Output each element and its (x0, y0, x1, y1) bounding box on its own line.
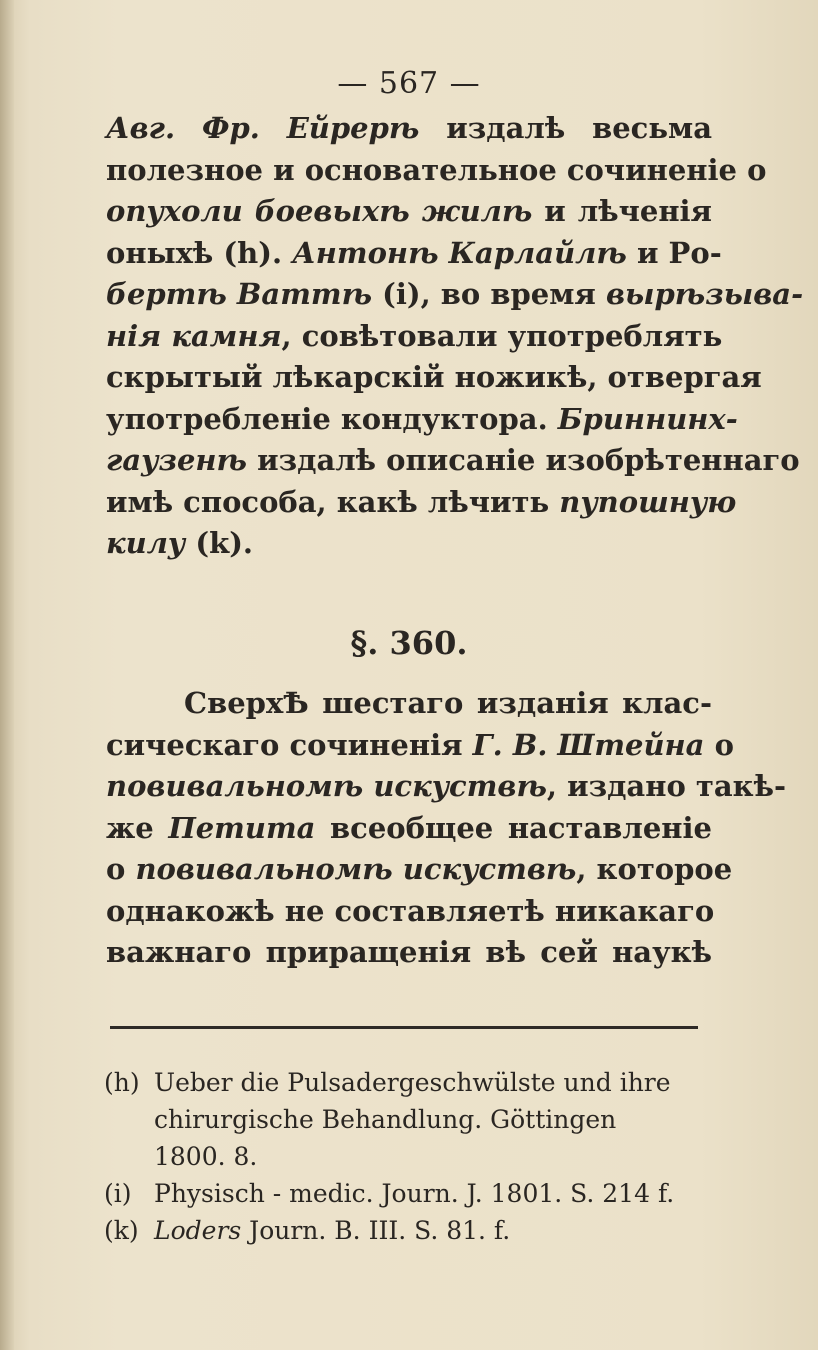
footnotes (104, 1064, 716, 1249)
footnote-k (104, 1212, 716, 1249)
text-line: же Петита всеобщее наставленіе (106, 810, 712, 845)
footnote-marker: (k) (104, 1216, 139, 1245)
text-line: однакожѣ не составляетѣ никакаго (106, 893, 715, 928)
text-line: бертѣ Ваттѣ (i), во время вырѣзыва- (106, 277, 804, 311)
paragraph-1 (106, 108, 804, 565)
text-line: важнаго приращенія вѣ сей наукѣ (106, 935, 712, 969)
footnote-text: Ueber die Pulsadergeschwülste und ihre (154, 1068, 671, 1097)
text-line: Авг. Фр. Ейрерѣ издалѣ весьма (106, 111, 713, 145)
footnote-author: Loders (154, 1216, 242, 1245)
footnote-i (104, 1175, 716, 1212)
footnote-continuation: chirurgische Behandlung. Göttingen (154, 1105, 617, 1134)
footnote-divider (110, 1026, 698, 1029)
page-number: — 567 — (337, 66, 481, 101)
footnote-marker: (i) (104, 1179, 132, 1208)
text-line: о повивальномѣ искуствѣ, которое (106, 852, 733, 886)
text-line: повивальномѣ искуствѣ, издано такѣ- (106, 769, 787, 803)
page-edge (0, 0, 14, 1350)
text-line: нія камня, совѣтовали употреблять (106, 318, 723, 353)
text-line: сическаго сочиненія Г. В. Штейна о (106, 727, 734, 762)
footnote-continuation: 1800. 8. (154, 1142, 258, 1171)
text-line: скрытый лѣкарскій ножикѣ, отвергая (106, 360, 762, 394)
text-line: полезное и основательное сочиненіе о (106, 152, 767, 187)
text-line: употребленіе кондуктора. Бриннинх- (106, 401, 738, 436)
text-line: гаузенѣ издалѣ описаніе изобрѣтеннаго (106, 443, 800, 477)
text-line: оныхѣ (h). Антонѣ Карлайлѣ и Ро- (106, 235, 722, 270)
footnote-marker: (h) (104, 1068, 140, 1097)
section-heading: §. 360. (350, 624, 468, 662)
text-line: килу (k). (106, 526, 254, 560)
paragraph-2 (106, 683, 787, 974)
text-line: СверхѢ шестаго изданія клас- (184, 686, 712, 720)
footnote-text: Journ. B. III. S. 81. f. (241, 1216, 511, 1245)
footnote-text: Physisch - medic. Journ. J. 1801. S. 214 f. (154, 1179, 675, 1208)
text-line: имѣ способа, какѣ лѣчить пупошную (106, 484, 737, 519)
footnote-h (104, 1064, 716, 1175)
text-line: опухоли боевыхѣ жилѣ и лѣченія (106, 194, 712, 228)
